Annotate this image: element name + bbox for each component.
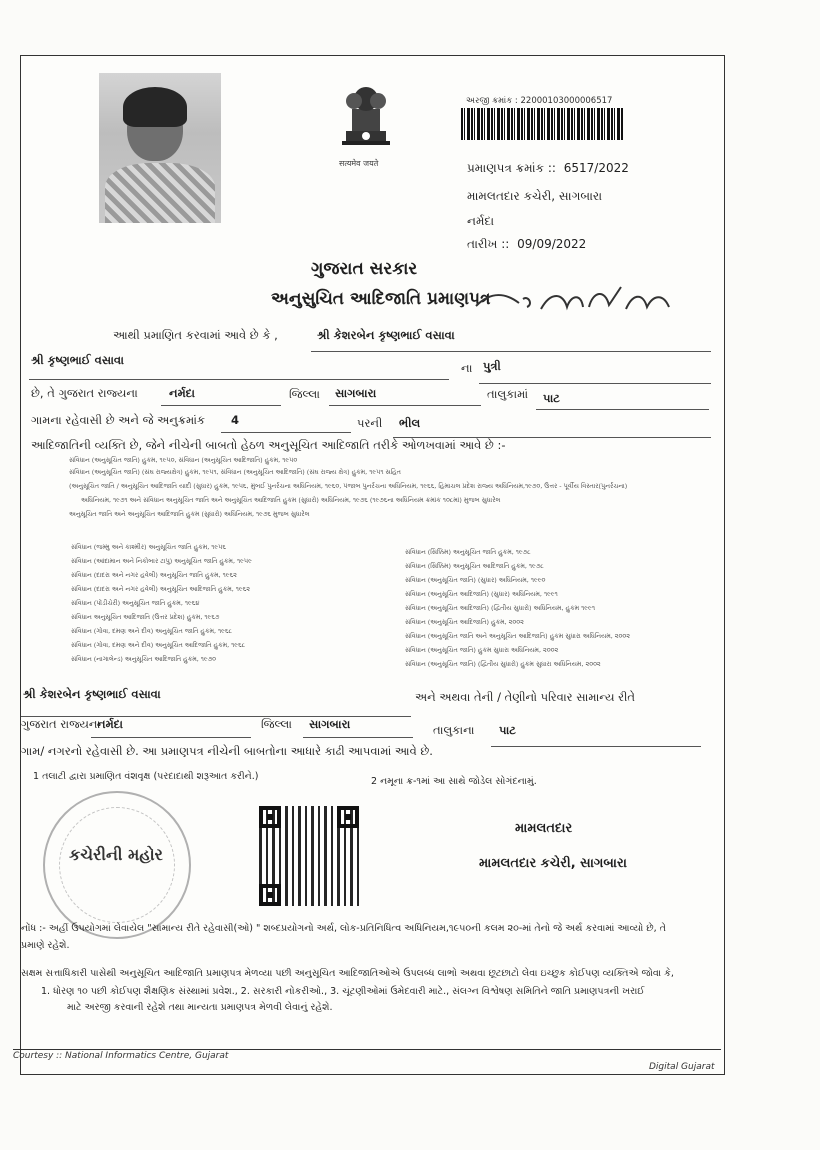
handwritten-number-mark: [471, 281, 681, 321]
resident-text: ગામના રહેવાસી છે અને જે અનુક્રમાંક: [31, 413, 206, 427]
qr-marker: [259, 806, 281, 828]
qr-marker: [259, 884, 281, 906]
relation-label: ના: [461, 361, 473, 375]
note-4: માટે અરજી કરવાની રહેશે તથા માન્યતા પ્રમાણપત્ર મેળવી લેવાનું રહેશે.: [67, 1002, 333, 1013]
recognition-text: આદિજાતિની વ્યક્તિ છે, જેને નીચેની બાબતો હેઠળ અનુસૂચિત આદિજાતિ તરીકે ઓળખવામાં આવે છે :-: [31, 438, 506, 452]
seal-inner-ring: [59, 807, 175, 923]
barcode: [461, 108, 623, 140]
underline: [303, 737, 413, 738]
district-label: જિલ્લા: [289, 387, 320, 401]
order-line: સંવિધાન (અનુસૂચિત જાતિ) હુકમ, ૧૯૫૦, સંવિધાન (અનુસૂચિત આદિજાતિ) હુકમ, ૧૯૫૦: [69, 456, 298, 464]
order-left: સંવિધાન અનુસૂચિત આદિજાતિ (ઉત્તર પ્રદેશ) હુકમ, ૧૯૬૭: [71, 613, 220, 621]
body-district: નર્મદા: [169, 386, 195, 400]
order-left: સંવિધાન (દાદરા અને નગર હવેલી) અનુસૂચિત જાતિ હુકમ, ૧૯૬૨: [71, 571, 237, 579]
issue-date-row: [467, 237, 586, 252]
residence-taluka-label: તાલુકાના: [433, 723, 475, 737]
order-right: સંવિધાન (અનુસૂચિત આદિજાતિ) (સુધાર) અધિનિયમ, ૧૯૯૧: [405, 590, 558, 598]
note-1b: પ્રમાણે રહેશે.: [21, 940, 70, 951]
body-taluka: સાગબારા: [335, 386, 377, 400]
underline: [91, 737, 251, 738]
order-line: અધિનિયમ, ૧૯૭૧ અને સંવિધાન અનુસૂચિત જાતિ અને અનુસૂચિત આદિજાતિ હુકમ (સુધારો) અધિનિયમ, ૧૯૭૬ (૧૯૭૬ના અધિનિયમ ક્રમાંક ૧૦૮માં) મુજબ સુધારેલ: [81, 496, 501, 504]
applicant-name: શ્રી કેશરબેન કૃષ્ણભાઈ વસાવા: [317, 328, 455, 342]
residence-name: શ્રી કેશરબેન કૃષ્ણભાઈ વસાવા: [23, 687, 161, 701]
relation-value: પુત્રી: [483, 359, 501, 373]
underline: [29, 379, 449, 380]
note-3: 1. ધોરણ ૧૦ પછી કોઈપણ શૈક્ષણિક સંસ્થામાં પ્રવેશ., 2. સરકારી નોકરીઓ., 3. ચૂંટણીઓમાં ઉમેદવારી માટે., સંલગ્ન વિશ્વેષણ સમિતિને જાતિ પ્રમાણપત્રની ખરાઈ: [41, 986, 645, 997]
order-left: સંવિધાન (દાદરા અને નગર હવેલી) અનુસૂચિત આદિજાતિ હુકમ, ૧૯૬૨: [71, 585, 251, 593]
government-title: ગુજરાત સરકાર: [311, 259, 418, 279]
residence-village: પાટ: [499, 723, 516, 737]
order-right: સંવિધાન (અનુસૂચિત જાતિ) હુકમ સુધારા અધિનિયમ, ૨૦૦૨: [405, 646, 559, 654]
qr-marker: [337, 806, 359, 828]
order-line: સંવિધાન (અનુસૂચિત જાતિ) (સંઘ રાજ્યક્ષેત્ર) હુકમ, ૧૯૫૧, સંવિધાન (અનુસૂચિત આદિજાતિ) (સંઘ રાજ્ય ક્ષેત્ર) હુકમ, ૧૯૫૧ સહિત: [69, 468, 401, 476]
underline: [329, 405, 481, 406]
serial-number: 4: [231, 413, 240, 427]
order-left: સંવિધાન (ગોવા, દમણ અને દીવ) અનુસૂચિત આદિજાતિ હુકમ, ૧૯૬૮: [71, 641, 246, 649]
certificate-number: 6517/2022: [563, 161, 629, 175]
order-left: સંવિધાન (પોંડીચેરી) અનુસૂચિત જાતિ હુકમ, ૧૯૬૪: [71, 599, 200, 607]
village-text: ગામ/ નગરનો રહેવાસી છે. આ પ્રમાણપત્ર નીચેની બાબતોના આધારે કાઢી આપવામાં આવે છે.: [21, 744, 433, 758]
order-right: સંવિધાન (અનુસૂચિત જાતિ અને અનુસૂચિત આદિજાતિ) હુકમ સુધારા અધિનિયમ, ૨૦૦૨: [405, 632, 630, 640]
body-village: પાટ: [543, 391, 560, 405]
order-left: સંવિધાન (જમ્મુ અને કાશ્મીર) અનુસૂચિત જાતિ હુકમ, ૧૯૫૬: [71, 543, 226, 551]
order-left: સંવિધાન (ગોવા, દમણ અને દીવ) અનુસૂચિત જાતિ હુકમ, ૧૯૬૮: [71, 627, 233, 635]
residence-district-label: જિલ્લા: [261, 717, 292, 731]
issuing-office: મામલતદાર કચેરી, સાગબારા: [467, 189, 603, 203]
taluka-label: તાલુકામાં: [487, 387, 529, 401]
underline: [479, 383, 711, 384]
order-right: સંવિધાન (અનુસૂચિત જાતિ) (સુધાર) અધિનિયમ, ૧૯૯૦: [405, 576, 546, 584]
ashoka-emblem-icon: [336, 81, 396, 161]
courtesy-text: Courtesy :: National Informatics Centre, Gujarat: [13, 1051, 229, 1061]
emblem-caption: सत्यमेव जयते: [339, 159, 379, 168]
order-right: સંવિધાન (સિક્કિમ) અનુસૂચિત આદિજાતિ હુકમ, ૧૯૭૮: [405, 562, 544, 570]
issue-date-label: તારીખ ::: [467, 237, 510, 251]
residence-taluka: સાગબારા: [309, 717, 351, 731]
footer-rule: [13, 1049, 721, 1050]
note-1: નોંધ :- અહીં ઉપયોગમાં લેવાયેલ "સામાન્ય રીતે રહેવાસી(ઓ) " શબ્દપ્રયોગનો અર્થ, લોક-પ્રતિનિધિત્વ અધિનિયમ,૧૯૫૦ની કલમ ૨૦-માં તેનો જે અર્થ કરવામાં આવ્યો છે, તે: [21, 923, 666, 934]
order-right: સંવિધાન (સિક્કિમ) અનુસૂચિત જાતિ હુકમ, ૧૯૭૮: [405, 548, 531, 556]
underline: [491, 746, 701, 747]
underline: [311, 351, 711, 352]
certificate-number-label: પ્રમાણપત્ર ક્રમાંક ::: [467, 161, 556, 175]
order-left: સંવિધાન (આંદામાન અને નિકોબાર ટાપુ) અનુસૂચિત જાતિ હુકમ, ૧૯૫૯: [71, 557, 252, 565]
residence-district: નર્મદા: [97, 717, 123, 731]
application-number: અરજી ક્રમાંક : 22000103000006517: [466, 96, 613, 106]
office-seal: [43, 791, 191, 939]
header-district: નર્મદા: [467, 214, 495, 228]
applicant-photo: [99, 73, 221, 223]
qr-code: [259, 806, 359, 906]
certify-text: આથી પ્રમાણિત કરવામાં આવે છે કે ,: [113, 328, 278, 342]
order-right: સંવિધાન (અનુસૂચિત આદિજાતિ) (દ્વિતીય સુધારો) અધિનિયમ, હુકમ ૧૯૯૧: [405, 604, 595, 612]
tribe-name: ભીલ: [399, 416, 421, 430]
basis-item-2: 2 નમૂના ક્ર-૧માં આ સાથે જોડેલ સોગંદનામું.: [371, 776, 537, 787]
certificate-page: [13, 55, 725, 1075]
certificate-title: અનુસુચિત આદિજાતિ પ્રમાણપત્ર: [271, 289, 491, 309]
basis-item-1: 1 તલાટી દ્વારા પ્રમાણિત વંશવૃક્ષ (પરદાદાથી શરૂઆત કરીને.): [33, 771, 259, 782]
signatory-office: મામલતદાર કચેરી, સાગબારા: [479, 856, 627, 871]
certificate-number-row: [467, 161, 629, 176]
order-line: (અનુસૂચિત જાતિ / અનુસૂચિત આદિજાતિ યાદી (સુધાર) હુકમ, ૧૯૫૬, મુંબઈ પુનર્રચના અધિનિયમ, ૧૯૬૦, પંજાબ પુનર્રચના અધિનિયમ, ૧૯૬૬, હિમાચલ પ્રદેશ રાજ્ય અધિનિયમ,૧૯૭૦, ઉત્તર - પૂર્વીય વિસ્તાર(પુનર્રચના): [69, 482, 628, 490]
underline: [161, 405, 281, 406]
order-right: સંવિધાન (અનુસૂચિત જાતિ) (દ્વિતીય સુધારો) હુકમ સુધારા અધિનિયમ, ૨૦૦૨: [405, 660, 601, 668]
signatory-title: મામલતદાર: [515, 821, 573, 836]
order-right: સંવિધાન (અનુસૂચિત આદિજાતિ) હુકમ, ૨૦૦૨: [405, 618, 524, 626]
brand-text: Digital Gujarat: [649, 1062, 715, 1072]
order-line: અનુસૂચિત જાતિ અને અનુસૂચિત આદિજાતિ હુકમ (સુધારો) અધિનિયમ, ૧૯૭૬ મુજબ સુધારેલ: [69, 510, 310, 518]
underline: [536, 409, 709, 410]
photo-body: [105, 163, 215, 223]
photo-hair: [123, 87, 187, 127]
state-label: ગુજરાત રાજ્યના: [21, 717, 101, 731]
seal-text: કચેરીની મહોર: [69, 845, 163, 864]
family-text: અને અથવા તેની / તેણીનો પરિવાર સામાન્ય રીતે: [415, 690, 636, 704]
note-2: સક્ષમ સત્તાધિકારી પાસેથી અનુસૂચિત આદિજાતિ પ્રમાણપત્ર મેળવ્યા પછી અનુસૂચિત આદિજાતિઓએ ઉપલબ્ધ લાભો અથવા છૂટછાટો લેવા ઇચ્છુક કોઈપણ વ્યક્તિએ જોવા કે,: [21, 968, 674, 979]
state-text: છે, તે ગુજરાત રાજ્યના: [31, 386, 138, 400]
tribe-label: પરની: [357, 416, 383, 430]
parent-name: શ્રી કૃષ્ણભાઈ વસાવા: [31, 353, 124, 367]
issue-date: 09/09/2022: [517, 237, 587, 251]
underline: [221, 432, 351, 433]
order-left: સંવિધાન (નાગાલેન્ડ) અનુસૂચિત આદિજાતિ હુકમ, ૧૯૭૦: [71, 655, 217, 663]
